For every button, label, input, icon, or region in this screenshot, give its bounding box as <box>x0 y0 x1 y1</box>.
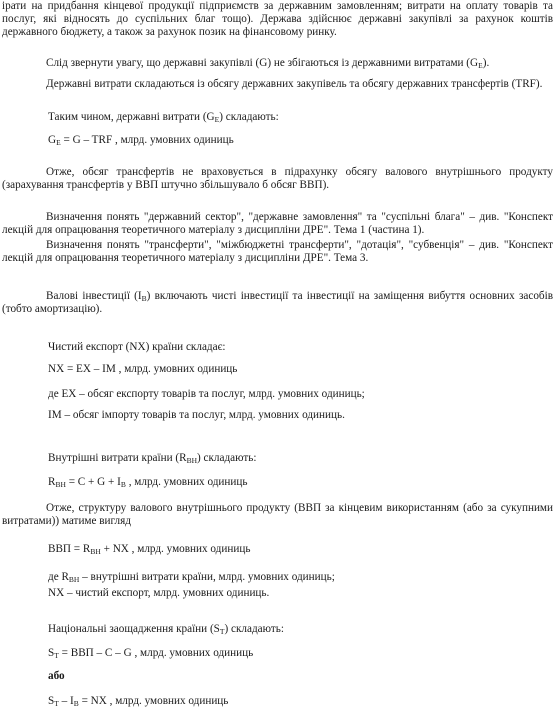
paragraph-text: ірати на придбання кінцевої продукції підприємств за державним замовленням; витрати на оплату товарів та послуг, які відносять до суспільних благ тощо). Держава здійснює державні закупівлі за рахунок коштів державного бюджету, а також за рахунок позик на фінансовому ринку. <box>2 0 553 38</box>
paragraph-purchases-vs-spending: Слід звернути увагу, що державні закупівлі (G) не збігаються із державними витратами $(G_E)$. <box>46 57 490 70</box>
formula-net-export: NX = EX – IM , млрд. умовних одиниць <box>48 363 238 375</box>
paragraph-net-export-intro: Чистий експорт (NX) країни складає: <box>48 341 226 353</box>
formula-savings-investment: $S_Т - I_B$ = NX , млрд. умовних одиниць <box>48 695 229 708</box>
paragraph-domestic-spending-intro: Внутрішні витрати країни $(R_{ВН})$ складають: <box>48 452 257 465</box>
formula-gdp: ВВП = $R_{ВН}$ + NX , млрд. умовних одиниць <box>48 543 251 556</box>
paragraph-spending-intro: Таким чином, державні витрати $(G_E)$ складають: <box>48 111 279 124</box>
formula-government-spending: $G_E = G$ – TRF , млрд. умовних одиниць <box>48 134 234 147</box>
paragraph-government-purchases <box>2 0 553 39</box>
paragraph-gdp-structure: Отже, структуру валового внутрішнього продукту (ВВП за кінцевим використанням (або за сукупними витратами)) матиме вигляд <box>2 502 553 527</box>
paragraph-transfers-gdp: Отже, обсяг трансфертів не враховується в підрахунку обсягу валового внутрішнього продукту (зарахування трансфертів у ВВП штучно збільшувало б обсяг ВВП). <box>2 166 553 191</box>
formula-domestic-spending: $R_{ВН} = C + G + I_B$ , млрд. умовних одиниць <box>48 476 248 489</box>
definition-export: де EX – обсяг експорту товарів та послуг, млрд. умовних одиниць; <box>48 388 365 400</box>
formula-national-savings: $S_Т$ = ВВП – C – G , млрд. умовних одиниць <box>48 647 254 660</box>
word-or: або <box>48 670 65 682</box>
definition-domestic-spending: де $R_{ВН}$ – внутрішні витрати країни, млрд. умовних одиниць; <box>48 571 335 584</box>
definition-net-export: NX – чистий експорт, млрд. умовних одиниць. <box>48 587 270 599</box>
paragraph-definitions-topic3: Визначення понять "трансферти", "міжбюджетні трансферти", "дотація", "субвенція" – див. "Конспект лекцій для опрацювання теоретичного матеріалу з дисципліни ДРЕ". Тема 3. <box>2 239 553 264</box>
paragraph-spending-composition: Державні витрати складаються із обсягу державних закупівель та обсягу державних трансфертів (TRF). <box>46 78 543 90</box>
definition-import: IM – обсяг імпорту товарів та послуг, млрд. умовних одиниць. <box>48 409 345 421</box>
paragraph-gross-investment: Валові інвестиції $(I_B)$ включають чисті інвестиції та інвестиції на заміщення вибуття основних засобів (тобто амортизацію). <box>2 290 554 315</box>
paragraph-definitions-topic1: Визначення понять "державний сектор", "державне замовлення" та "суспільні блага" – див. "Конспект лекцій для опрацювання теоретичного матеріалу з дисципліни ДРЕ". Тема 1 (частина 1). <box>2 211 553 236</box>
paragraph-national-savings-intro: Національні заощадження країни $(S_Т)$ складають: <box>48 623 284 636</box>
